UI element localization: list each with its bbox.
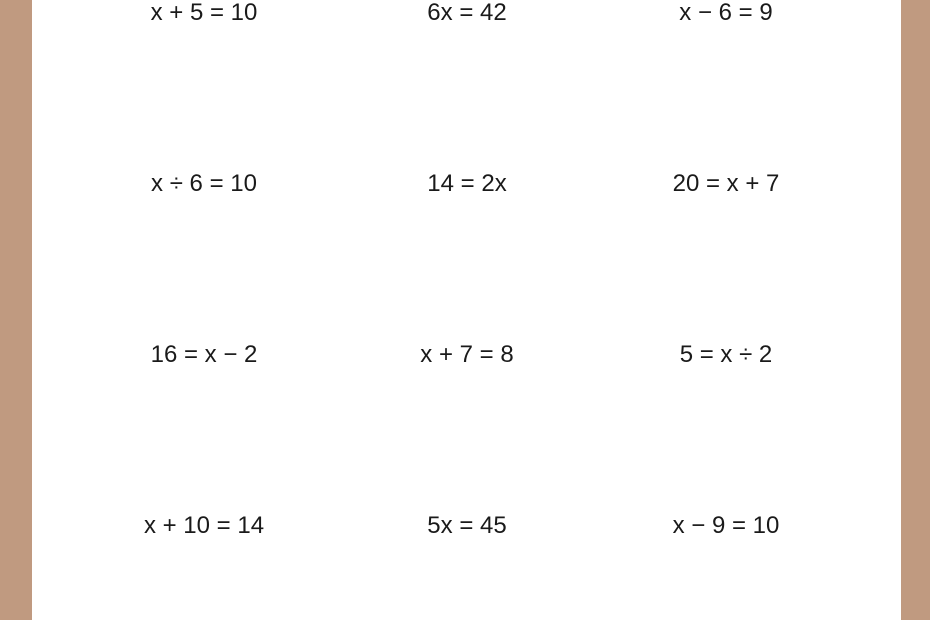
equation-r2-c1: x ÷ 6 = 10 [151, 170, 257, 197]
equation-r1-c3: x − 6 = 9 [679, 0, 773, 26]
equation-r2-c2: 14 = 2x [427, 170, 507, 197]
equation-r3-c1: 16 = x − 2 [150, 341, 258, 368]
equation-r3-c3: 5 = x ÷ 2 [679, 341, 773, 368]
equation-r2-c3: 20 = x + 7 [672, 170, 780, 197]
worksheet-page [32, 0, 901, 620]
equation-r4-c2: 5x = 45 [427, 512, 507, 539]
equation-r3-c2: x + 7 = 8 [420, 341, 514, 368]
equation-r1-c2: 6x = 42 [427, 0, 507, 26]
equation-r4-c3: x − 9 = 10 [672, 512, 780, 539]
equation-r4-c1: x + 10 = 14 [143, 512, 265, 539]
equation-r1-c1: x + 5 = 10 [150, 0, 258, 26]
